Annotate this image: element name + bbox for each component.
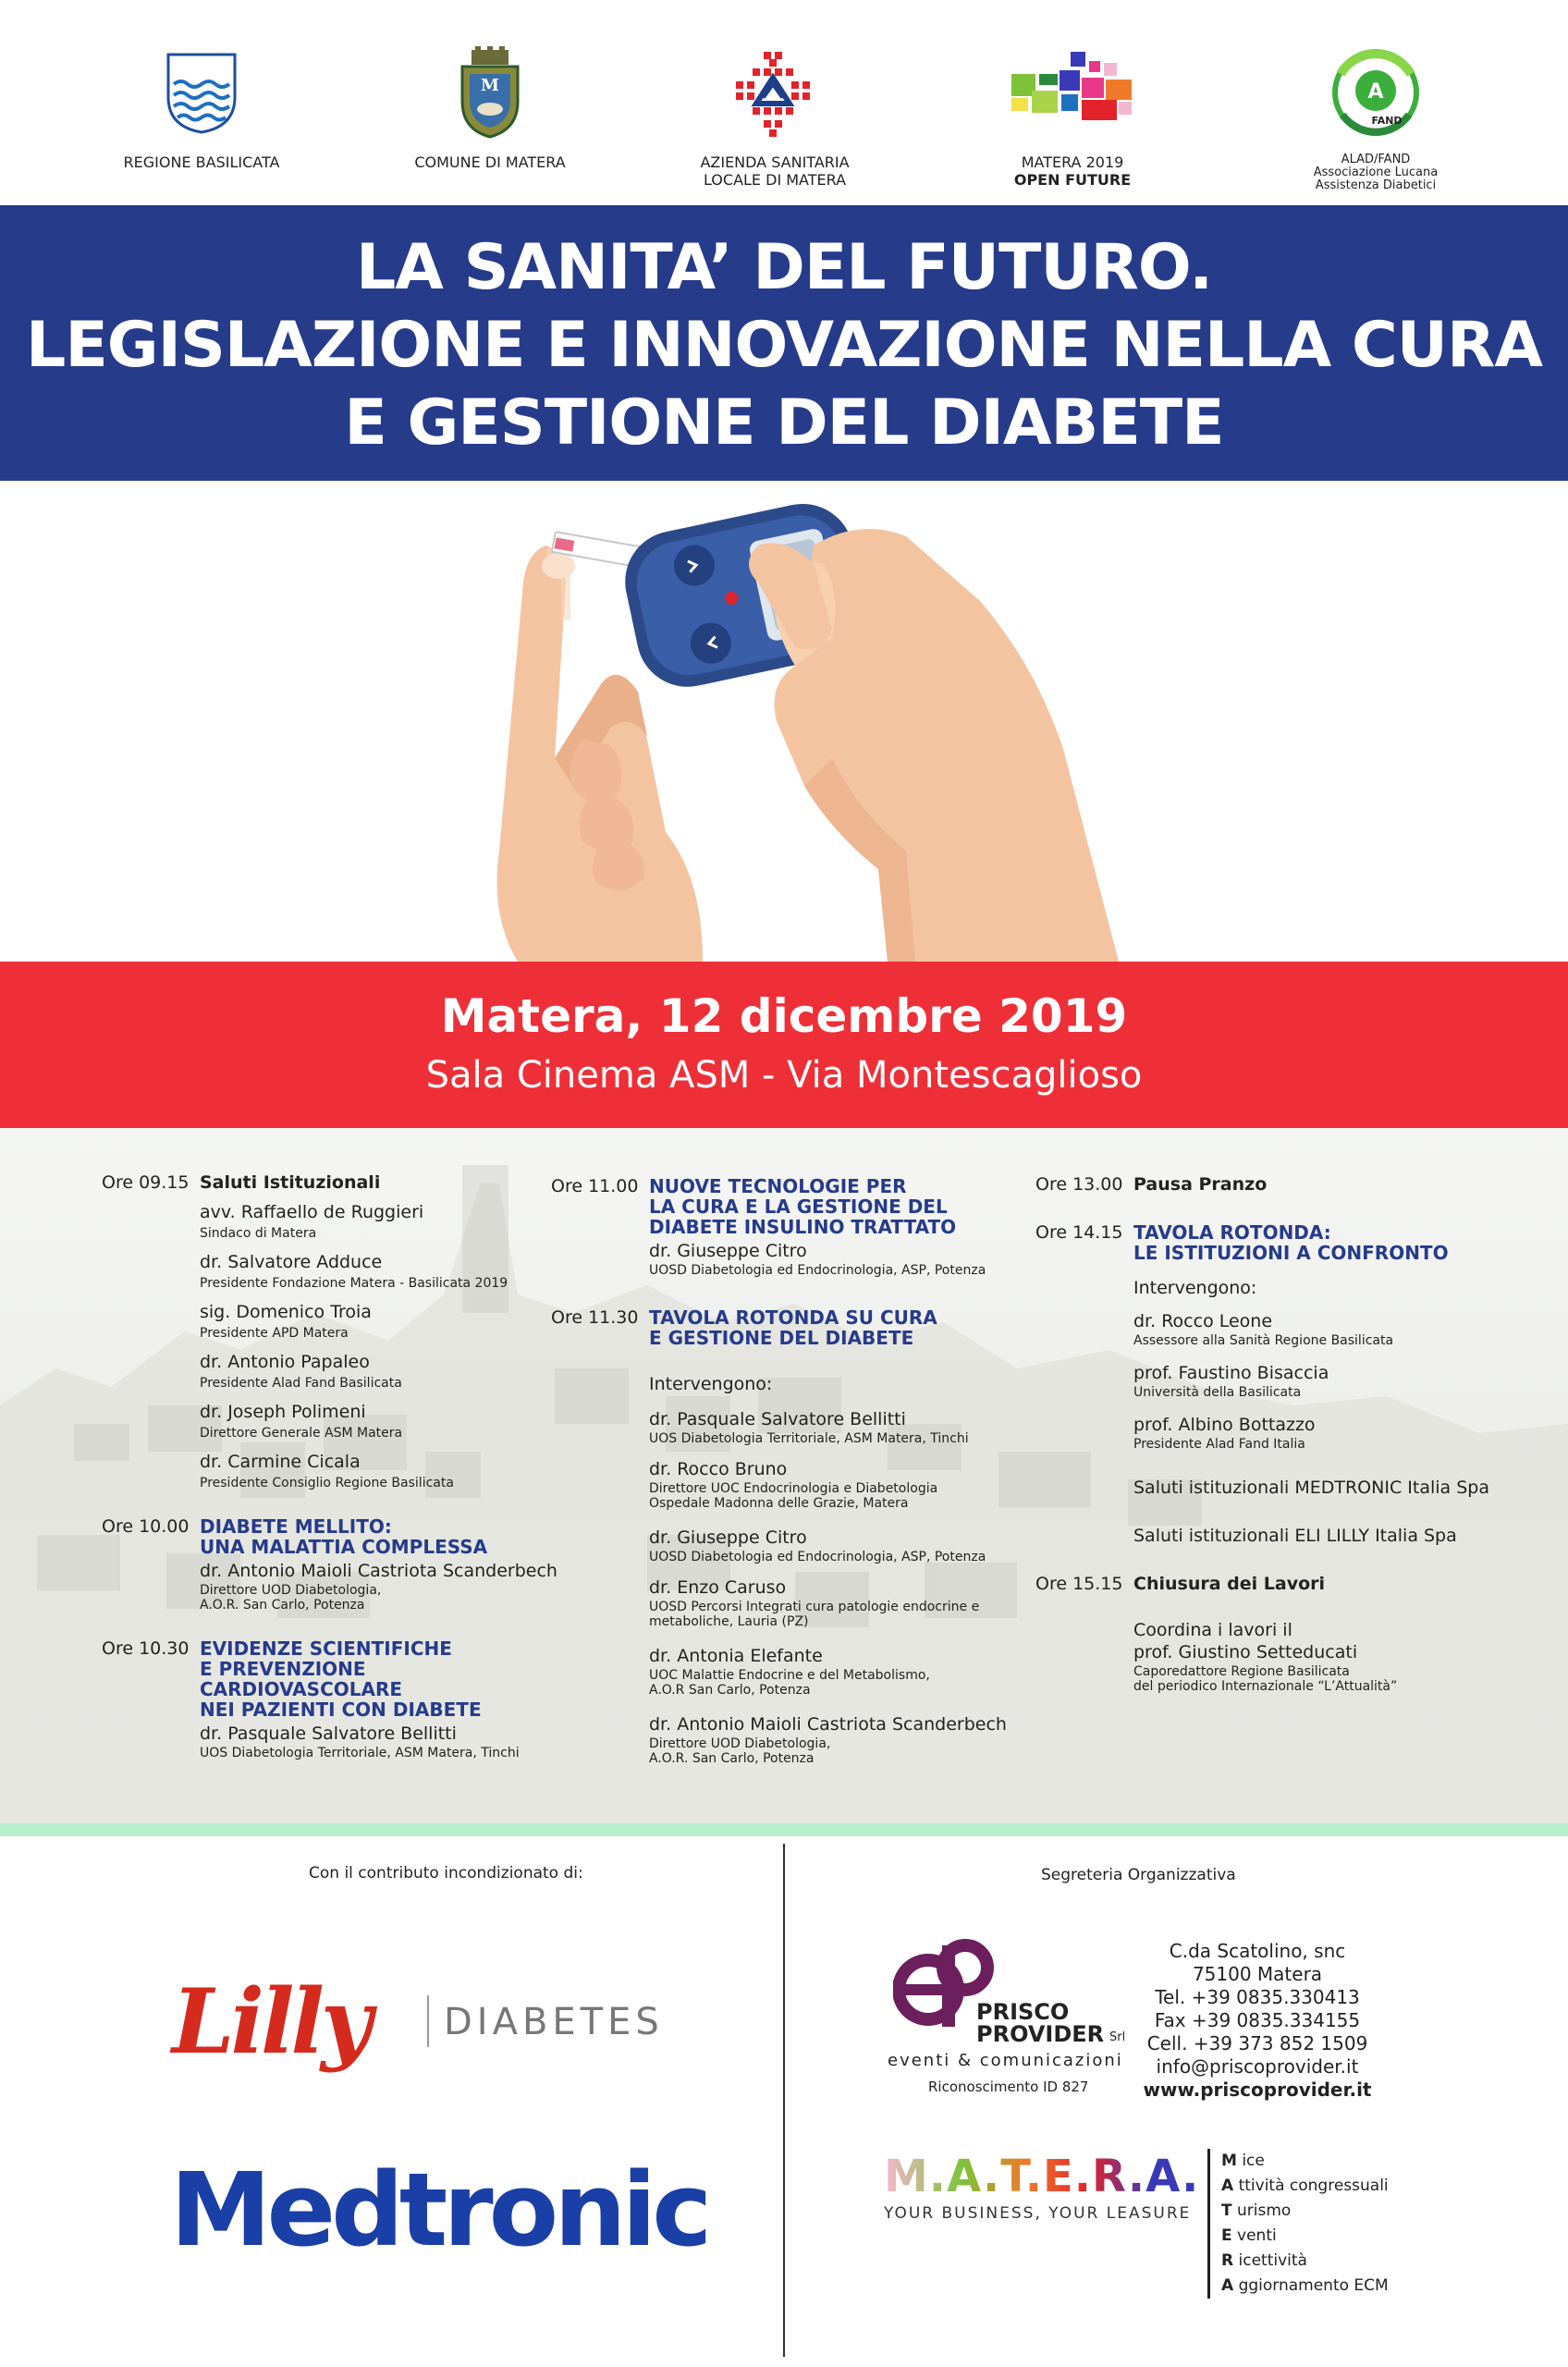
time-label: Ore 10.30	[102, 1638, 190, 1659]
speaker-name: dr. Antonia Elefante	[649, 1646, 823, 1666]
speaker-name: dr. Antonio Papaleo	[200, 1352, 370, 1372]
logo-caption: MATERA 2019	[1021, 153, 1124, 171]
divider-line	[0, 1823, 1568, 1836]
lilly-wordmark: Lilly	[172, 1969, 369, 2074]
speaker-role: UOC Malattie Endocrine e del Metabolismo,	[649, 1668, 930, 1683]
time-label: Ore 11.00	[551, 1176, 639, 1196]
date-band	[0, 962, 1568, 1128]
glucose-meter-illustration	[0, 481, 1568, 962]
session-title: CARDIOVASCOLARE	[200, 1678, 403, 1700]
prisco-provider-logo	[884, 1934, 1152, 2101]
logo-caption: AZIENDA SANITARIA	[700, 153, 850, 171]
speaker-role: Direttore UOC Endocrinologia e Diabetologia	[649, 1481, 938, 1496]
intervengono-label: Intervengono:	[1133, 1278, 1257, 1298]
session-title: TAVOLA ROTONDA SU CURA	[649, 1306, 937, 1329]
prisco-line2: PROVIDER	[976, 2021, 1105, 2047]
svg-text:M: M	[481, 76, 499, 95]
comune-matera-logo	[370, 37, 610, 171]
speaker-name: dr. Antonio Maioli Castriota Scanderbech	[649, 1714, 1007, 1735]
speaker-role: Presidente Consiglio Regione Basilicata	[200, 1476, 454, 1490]
lilly-division: DIABETES	[444, 2001, 664, 2043]
saluti-medtronic: Saluti istituzionali MEDTRONIC Italia Spa	[1133, 1478, 1489, 1498]
prisco-tagline: eventi & comunicazioni	[888, 2051, 1123, 2070]
speaker-role: UOS Diabetologia Territoriale, ASM Matera, Tinchi	[649, 1431, 969, 1446]
coordinator-label: Coordina i lavori il	[1133, 1620, 1292, 1640]
speaker-role: metaboliche, Lauria (PZ)	[649, 1614, 809, 1629]
speaker-role: Direttore Generale ASM Matera	[200, 1426, 403, 1441]
speaker-name: avv. Raffaello de Ruggieri	[200, 1202, 424, 1222]
contact-line: 75100 Matera	[1192, 1963, 1323, 1985]
session-title: DIABETE MELLITO:	[200, 1515, 392, 1538]
session-title: UNA MALATTIA COMPLESSA	[200, 1536, 488, 1558]
session-title: Saluti Istituzionali	[200, 1172, 381, 1193]
speaker-role: Direttore UOD Diabetologia,	[200, 1583, 382, 1598]
time-label: Ore 13.00	[1035, 1174, 1123, 1195]
speaker-role: UOSD Diabetologia ed Endocrinologia, ASP, Potenza	[649, 1263, 986, 1278]
acronym-item: A ggiornamento ECM	[1221, 2276, 1389, 2295]
contact-phone: Tel. +39 0835.330413	[1155, 1986, 1360, 2008]
speaker-name: dr. Joseph Polimeni	[200, 1402, 366, 1422]
speaker-name: prof. Faustino Bisaccia	[1133, 1363, 1329, 1383]
title-line-1: LA SANITA’ DEL FUTURO.	[355, 231, 1213, 304]
speaker-name: sig. Domenico Troia	[200, 1302, 372, 1322]
speaker-name: dr. Antonio Maioli Castriota Scanderbech	[200, 1561, 557, 1581]
matera-acronym-list	[1207, 2149, 1389, 2299]
session-title: E GESTIONE DEL DIABETE	[649, 1327, 914, 1349]
logo-caption: REGIONE BASILICATA	[123, 153, 280, 171]
matera-wordmark: M.A.T.E.R.A.	[884, 2151, 1200, 2202]
session-title: TAVOLA ROTONDA:	[1133, 1221, 1331, 1244]
asm-logo	[655, 37, 895, 189]
speaker-name: prof. Albino Bottazzo	[1133, 1415, 1316, 1435]
speaker-role: Assessore alla Sanità Regione Basilicata	[1133, 1333, 1394, 1348]
alad-fand-circle-icon	[1320, 46, 1431, 139]
session-title: Pausa Pranzo	[1133, 1174, 1268, 1195]
speaker-role: UOSD Diabetologia ed Endocrinologia, ASP, Potenza	[649, 1550, 986, 1564]
acronym-item: R icettività	[1221, 2251, 1307, 2270]
comune-crest-icon	[453, 46, 527, 139]
contact-cell: Cell. +39 373 852 1509	[1146, 2032, 1368, 2054]
acronym-item: E venti	[1221, 2226, 1277, 2245]
speaker-name: dr. Rocco Bruno	[649, 1459, 788, 1479]
logo-caption: Assistenza Diabetici	[1315, 178, 1437, 192]
contact-fax: Fax +39 0835.334155	[1154, 2009, 1361, 2031]
session-title: E PREVENZIONE	[200, 1658, 366, 1680]
logo-caption: COMUNE DI MATERA	[414, 153, 566, 171]
prisco-line1: PRISCO	[976, 1999, 1070, 2025]
time-label: Ore 14.15	[1035, 1222, 1123, 1243]
regione-basilicata-logo	[81, 37, 322, 171]
speaker-role: A.O.R. San Carlo, Potenza	[649, 1751, 815, 1766]
session-title: EVIDENZE SCIENTIFICHE	[200, 1637, 452, 1660]
time-label: Ore 10.00	[102, 1516, 190, 1537]
speaker-role: Ospedale Madonna delle Grazie, Matera	[649, 1496, 909, 1511]
logo-caption: ALAD/FAND	[1341, 153, 1411, 166]
session-title: LA CURA E LA GESTIONE DEL	[649, 1196, 948, 1218]
hands-glucometer-icon	[0, 481, 1568, 962]
asm-cross-icon	[729, 46, 821, 139]
event-date: Matera, 12 dicembre 2019	[440, 989, 1128, 1043]
speaker-role: Presidente Alad Fand Italia	[1133, 1437, 1305, 1452]
contact-email[interactable]: info@priscoprovider.it	[1156, 2055, 1359, 2078]
sponsor-caption: Con il contributo incondizionato di:	[309, 1864, 583, 1883]
lilly-diabetes-logo	[172, 1966, 690, 2077]
header-logos	[0, 0, 1568, 203]
speaker-name: dr. Giuseppe Citro	[649, 1527, 807, 1548]
speaker-role: A.O.R San Carlo, Potenza	[649, 1683, 811, 1698]
matera2019-logo	[952, 37, 1193, 189]
logo-caption: OPEN FUTURE	[1013, 171, 1132, 189]
lilly-separator	[427, 1995, 429, 2047]
regione-crest-icon	[165, 51, 239, 134]
session-title: NEI PAZIENTI CON DIABETE	[200, 1699, 482, 1721]
saluti-lilly: Saluti istituzionali ELI LILLY Italia Spa	[1133, 1526, 1457, 1546]
speaker-name: dr. Rocco Leone	[1133, 1311, 1273, 1331]
secretariat-caption: Segreteria Organizzativa	[1041, 1866, 1236, 1884]
alad-fand-logo	[1256, 37, 1496, 192]
prisco-srl: Srl	[1109, 2030, 1126, 2044]
intervengono-label: Intervengono:	[649, 1374, 773, 1394]
prisco-ecm: Riconoscimento ID 827	[928, 2079, 1089, 2095]
medtronic-logo: Medtronic	[170, 2151, 708, 2269]
svg-text:A: A	[1367, 80, 1384, 104]
speaker-role: Caporedattore Regione Basilicata	[1133, 1664, 1350, 1679]
matera2019-mosaic-icon	[1008, 46, 1137, 139]
contact-website[interactable]: www.priscoprovider.it	[1143, 2079, 1372, 2101]
acronym-item: T urismo	[1221, 2201, 1292, 2220]
svg-text:FAND: FAND	[1371, 115, 1403, 127]
matera-tagline: YOUR BUSINESS, YOUR LEASURE	[884, 2204, 1192, 2223]
time-label: Ore 15.15	[1035, 1574, 1123, 1594]
speaker-name: dr. Pasquale Salvatore Bellitti	[649, 1409, 906, 1429]
program-section	[0, 1128, 1568, 1831]
speaker-role: Direttore UOD Diabetologia,	[649, 1736, 831, 1751]
speaker-name: dr. Pasquale Salvatore Bellitti	[200, 1723, 457, 1744]
acronym-item: A ttività congressuali	[1221, 2177, 1389, 2195]
speaker-role: A.O.R. San Carlo, Potenza	[200, 1598, 365, 1613]
title-line-2: LEGISLAZIONE E INNOVAZIONE NELLA CURA	[25, 309, 1543, 382]
speaker-role: Presidente Alad Fand Basilicata	[200, 1376, 402, 1391]
speaker-role: del periodico Internazionale “L’Attualità”	[1133, 1679, 1398, 1694]
title-band	[0, 205, 1568, 481]
acronym-item: M ice	[1221, 2152, 1265, 2170]
session-title: NUOVE TECNOLOGIE PER	[649, 1175, 907, 1197]
session-title: DIABETE INSULINO TRATTATO	[649, 1216, 957, 1238]
contact-line: C.da Scatolino, snc	[1169, 1940, 1346, 1962]
logo-caption: LOCALE DI MATERA	[703, 171, 847, 189]
footer-divider	[783, 1844, 785, 2357]
speaker-role: Presidente APD Matera	[200, 1326, 349, 1341]
event-venue: Sala Cinema ASM - Via Montescaglioso	[425, 1054, 1143, 1097]
speaker-role: UOSD Percorsi Integrati cura patologie endocrine e	[649, 1600, 980, 1614]
speaker-name: prof. Giustino Setteducati	[1133, 1642, 1358, 1662]
speaker-name: dr. Enzo Caruso	[649, 1577, 787, 1598]
speaker-name: dr. Salvatore Adduce	[200, 1252, 383, 1272]
contact-block	[1137, 1940, 1378, 2102]
time-label: Ore 11.30	[551, 1307, 639, 1328]
logo-caption: Associazione Lucana	[1313, 166, 1439, 179]
speaker-role: Presidente Fondazione Matera - Basilicata 2019	[200, 1276, 508, 1291]
time-label: Ore 09.15	[102, 1172, 190, 1193]
footer	[0, 1836, 1568, 2367]
speaker-name: dr. Giuseppe Citro	[649, 1241, 807, 1261]
matera-brand-logo	[884, 2151, 1198, 2225]
speaker-role: Università della Basilicata	[1133, 1385, 1302, 1400]
speaker-role: UOS Diabetologia Territoriale, ASM Matera, Tinchi	[200, 1746, 520, 1760]
session-title: Chiusura dei Lavori	[1133, 1574, 1326, 1594]
speaker-name: dr. Carmine Cicala	[200, 1452, 361, 1472]
session-title: LE ISTITUZIONI A CONFRONTO	[1133, 1242, 1449, 1264]
title-line-3: E GESTIONE DEL DIABETE	[344, 386, 1224, 460]
speaker-role: Sindaco di Matera	[200, 1226, 317, 1241]
